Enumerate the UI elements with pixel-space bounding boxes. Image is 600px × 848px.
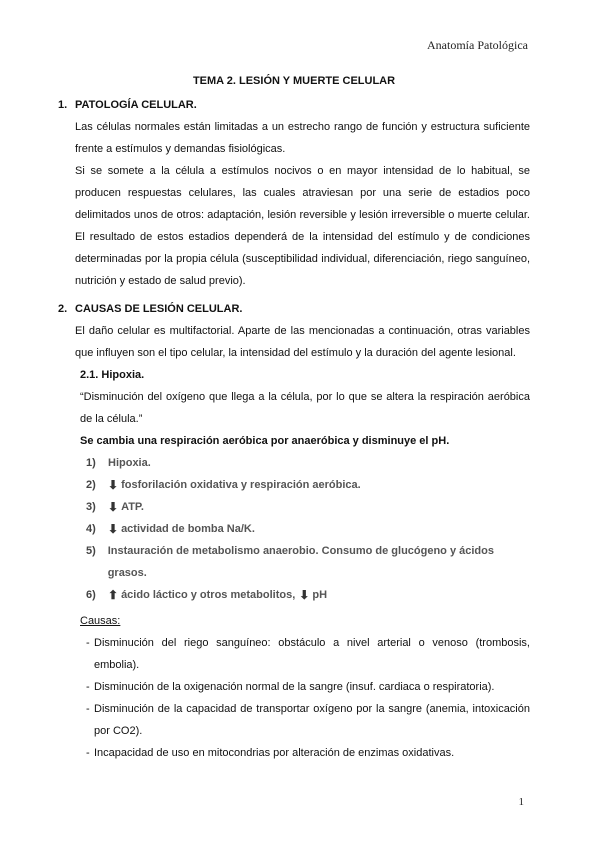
list-item: 5) Instauración de metabolismo anaerobio. Consumo de glucógeno y ácidos grasos. — [86, 545, 494, 579]
list-item: 3) ⬇ ATP. — [86, 496, 530, 518]
section-title: CAUSAS DE LESIÓN CELULAR. — [75, 303, 243, 315]
arrow-down-icon: ⬇ — [299, 588, 310, 602]
list-item: 2) ⬇ fosforilación oxidativa y respiración aeróbica. — [86, 474, 530, 496]
arrow-down-icon: ⬇ — [108, 478, 119, 492]
definition-quote: “Disminución del oxígeno que llega a la célula, por lo que se altera la respiración aeróbica de la célula.” — [80, 391, 530, 425]
list-item: - Disminución de la oxigenación normal de la sangre (insuf. cardiaca o respiratoria). — [86, 681, 495, 693]
arrow-up-icon: ⬆ — [108, 588, 119, 602]
steps-list — [58, 452, 530, 606]
list-item: 1) Hipoxia. — [86, 457, 151, 469]
section-title: PATOLOGÍA CELULAR. — [75, 99, 197, 111]
page-number: 1 — [518, 796, 524, 808]
paragraph: El daño celular es multifactorial. Aparte de las mencionadas a continuación, otras variables que influyen son el tipo celular, la intensidad del estímulo y la duración del agente lesional. — [75, 325, 530, 359]
subsection-heading: 2.1. Hipoxia. — [80, 369, 145, 381]
section-2-heading — [58, 298, 530, 320]
list-item: - Disminución de la capacidad de transportar oxígeno por la sangre (anemia, intoxicación por CO2). — [86, 703, 530, 737]
paragraph: Las células normales están limitadas a un estrecho rango de función y estructura suficiente frente a estímulos y demandas fisiológicas. — [75, 121, 530, 155]
arrow-down-icon: ⬇ — [108, 522, 119, 536]
arrow-down-icon: ⬇ — [108, 500, 119, 514]
section-1-heading — [58, 94, 530, 116]
page-header: Anatomía Patológica — [427, 38, 528, 52]
list-item: 4) ⬇ actividad de bomba Na/K. — [86, 518, 530, 540]
list-item: - Incapacidad de uso en mitocondrias por alteración de enzimas oxidativas. — [86, 747, 455, 759]
list-item: 6) ⬆ ácido láctico y otros metabolitos, ⬇ pH — [86, 584, 530, 606]
document-title: TEMA 2. LESIÓN Y MUERTE CELULAR — [192, 75, 396, 87]
bold-statement: Se cambia una respiración aeróbica por anaeróbica y disminuye el pH. — [80, 435, 450, 447]
causes-label: Causas: — [80, 615, 121, 627]
paragraph: Si se somete a la célula a estímulos nocivos o en mayor intensidad de lo habitual, se producen respuestas celulares, las cuales atraviesan por una serie de estadios poco delimitados unos de otros: adaptación, lesión reversible y lesión irreversible o muerte celular. El resultado de estos estadios dependerá de la intensidad del estímulo y de condiciones determinadas por la propia célula (susceptibilidad individual, diferenciación, riego sanguíneo, nutrición y estado de salud previo). — [75, 165, 530, 287]
document-body — [58, 70, 530, 764]
list-item: - Disminución del riego sanguíneo: obstáculo a nivel arterial o venoso (trombosis, embolia). — [86, 637, 530, 671]
section-number: 1. — [58, 99, 68, 111]
section-number: 2. — [58, 303, 68, 315]
